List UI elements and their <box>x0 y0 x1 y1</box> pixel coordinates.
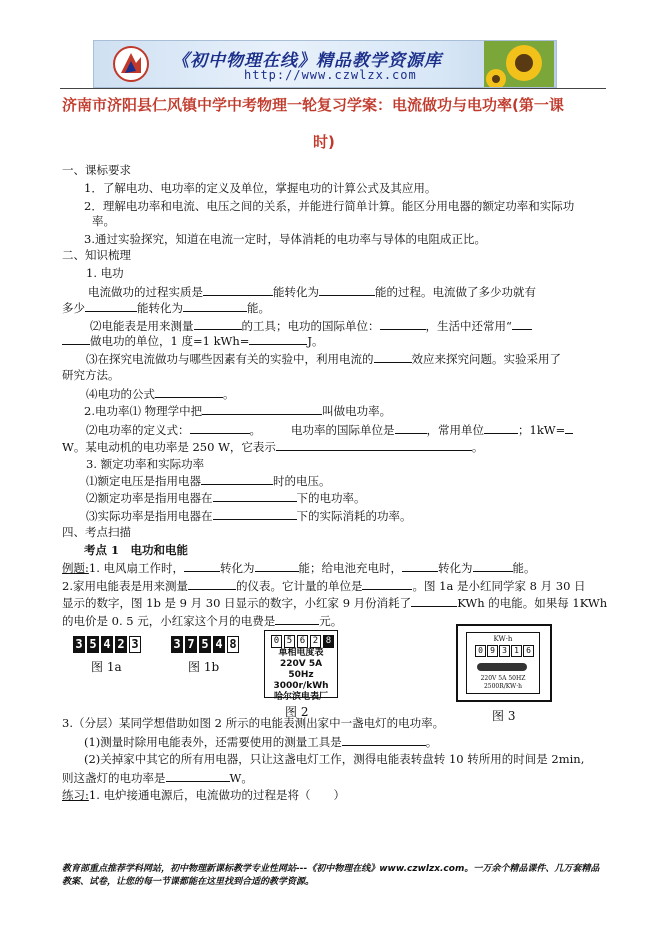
s1-item-2: 2．理解电功率和电流、电压之间的关系，并能进行简单计算。能区分用电器的额定功率和实际功 <box>84 199 575 213</box>
page-footer: 教育部重点推荐学科网站，初中物理新课标教学专业性网站---《初中物理在线》www.czwlzx.com。一万余个精品课件、几万套精品教案、试卷，让您的每一节课都能在这里找到合适的教学资源。 <box>62 864 600 887</box>
figure-2-meter: 0 5 6 2 8 单相电度表 220V 5A 50Hz 3000r/kWh 哈尔滨电表厂 <box>264 630 338 698</box>
kaodian-heading: 考点 1 电功和电能 <box>84 543 189 557</box>
s1-item-1: 1．了解电功、电功率的定义及单位，掌握电功的计算公式及其应用。 <box>84 181 437 195</box>
s2-line-2: 电流做功的过程实质是 能转化为 能的过程。电流做了多少功就有 <box>88 285 536 299</box>
s2-line-15: ⑶实际功率是指用电器在 下的实际消耗的功率。 <box>86 509 412 523</box>
example-2-line-3: 的电价是 0. 5 元，小红家这个月的电费是 元。 <box>62 614 343 628</box>
q3-line-1: 3.（分层）某同学想借助如图 2 所示的电能表测出家中一盏电灯的电功率。 <box>62 716 445 730</box>
s2-line-10: ⑵电功率的定义式： 。 电功率的国际单位是 ，常用单位 ；1kW= <box>86 422 573 437</box>
q3-line-4: 则这盏灯的电功率是 W。 <box>62 771 253 785</box>
s2-line-4: ⑵电能表是用来测量 的工具；电功的国际单位： ，生活中还常用“ <box>90 318 532 333</box>
q3-line-3: (2)关掉家中其它的所有用电器，只让这盏电灯工作，测得电能表转盘转 10 转所用的时间是 2min, <box>84 752 585 766</box>
s1-item-3: 3.通过实验探究，知道在电流一定时，导体消耗的电功率与导体的电阻成正比。 <box>84 232 486 246</box>
s2-line-12: 3. 额定功率和实际功率 <box>86 457 205 471</box>
figure-1b-caption: 图 1b <box>188 660 220 674</box>
s2-line-7: 研究方法。 <box>62 368 120 382</box>
example-2-line-2: 显示的数字，图 1b 是 9 月 30 日显示的数字，小红家 9 月份消耗了 KWh 的电能。如果每 1KWh <box>62 596 608 610</box>
sunflower-icon <box>484 41 554 87</box>
s2-line-3: 多少 能转化为 能。 <box>62 301 270 315</box>
figure-1b-meter: 3 7 5 4 8 <box>171 636 239 653</box>
fig2-line-4: 哈尔滨电表厂 <box>273 692 328 702</box>
s2-line-6: ⑶在探究电流做功与哪些因素有关的实验中，利用电流的 效应来探究问题。实验采用了 <box>86 352 561 366</box>
practice-1: 练习:1. 电炉接通电源后，电流做功的过程是将（ ） <box>62 788 346 802</box>
fig3-unit: KW·h <box>493 635 513 643</box>
header-rule <box>60 88 606 89</box>
section-heading-1: 一、课标要求 <box>62 163 131 177</box>
example-1: 例题:1. 电风扇工作时， 转化为 能；给电池充电时， 转化为 能。 <box>62 561 536 575</box>
figure-2-caption: 图 2 <box>285 705 309 719</box>
figure-1a-caption: 图 1a <box>91 660 122 674</box>
fig2-line-1: 单相电度表 <box>278 648 324 658</box>
fig3-specs-1: 220V 5A 50HZ <box>480 675 526 682</box>
banner-title: 《初中物理在线》精品教学资源库 <box>172 51 442 71</box>
fig3-specs-2: 2500R/KW·h <box>483 683 522 690</box>
figure-3-meter: KW·h 0 9 3 1 6 220V 5A 50HZ 2500R/KW·h <box>456 624 552 702</box>
s2-line-14: ⑵额定功率是指用电器在 下的电功率。 <box>86 491 366 505</box>
banner-url[interactable]: http://www.czwlzx.com <box>244 68 417 82</box>
header-banner <box>93 40 557 88</box>
s2-line-5: 做电功的单位，1 度=1 kWh= J。 <box>62 333 324 348</box>
figure-3-caption: 图 3 <box>492 709 516 723</box>
fig2-line-3: 3000r/kWh <box>273 681 329 691</box>
page-title: 济南市济阳县仁风镇中学中考物理一轮复习学案：电流做功与电功率(第一课 <box>62 96 564 114</box>
page-title-cont: 时) <box>313 133 335 151</box>
figure-1a-meter: 3 5 4 2 3 <box>73 636 141 653</box>
site-logo-icon <box>112 45 150 83</box>
q3-line-2: (1)测量时除用电能表外，还需要使用的测量工具是 。 <box>84 735 438 749</box>
s2-line-8: ⑷电功的公式 。 <box>86 387 235 401</box>
s2-line-9: 2.电功率⑴ 物理学中把 叫做电功率。 <box>84 404 392 418</box>
s2-line-13: ⑴额定电压是指用电器 时的电压。 <box>86 474 331 488</box>
example-2-line-1: 2.家用电能表是用来测量 的仪表。它计量的单位是 。图 1a 是小红同学家 8 月 30 日 <box>62 579 586 593</box>
meter-disk-icon <box>477 663 527 671</box>
s2-p1: 1. 电功 <box>86 266 124 280</box>
s2-line-11: W。某电动机的电功率是 250 W，它表示 。 <box>62 440 484 454</box>
section-heading-4: 四、考点扫描 <box>62 525 131 539</box>
section-heading-2: 二、知识梳理 <box>62 248 131 262</box>
s1-item-2-cont: 率。 <box>92 214 115 228</box>
fig2-line-2: 220V 5A 50Hz <box>279 659 323 680</box>
